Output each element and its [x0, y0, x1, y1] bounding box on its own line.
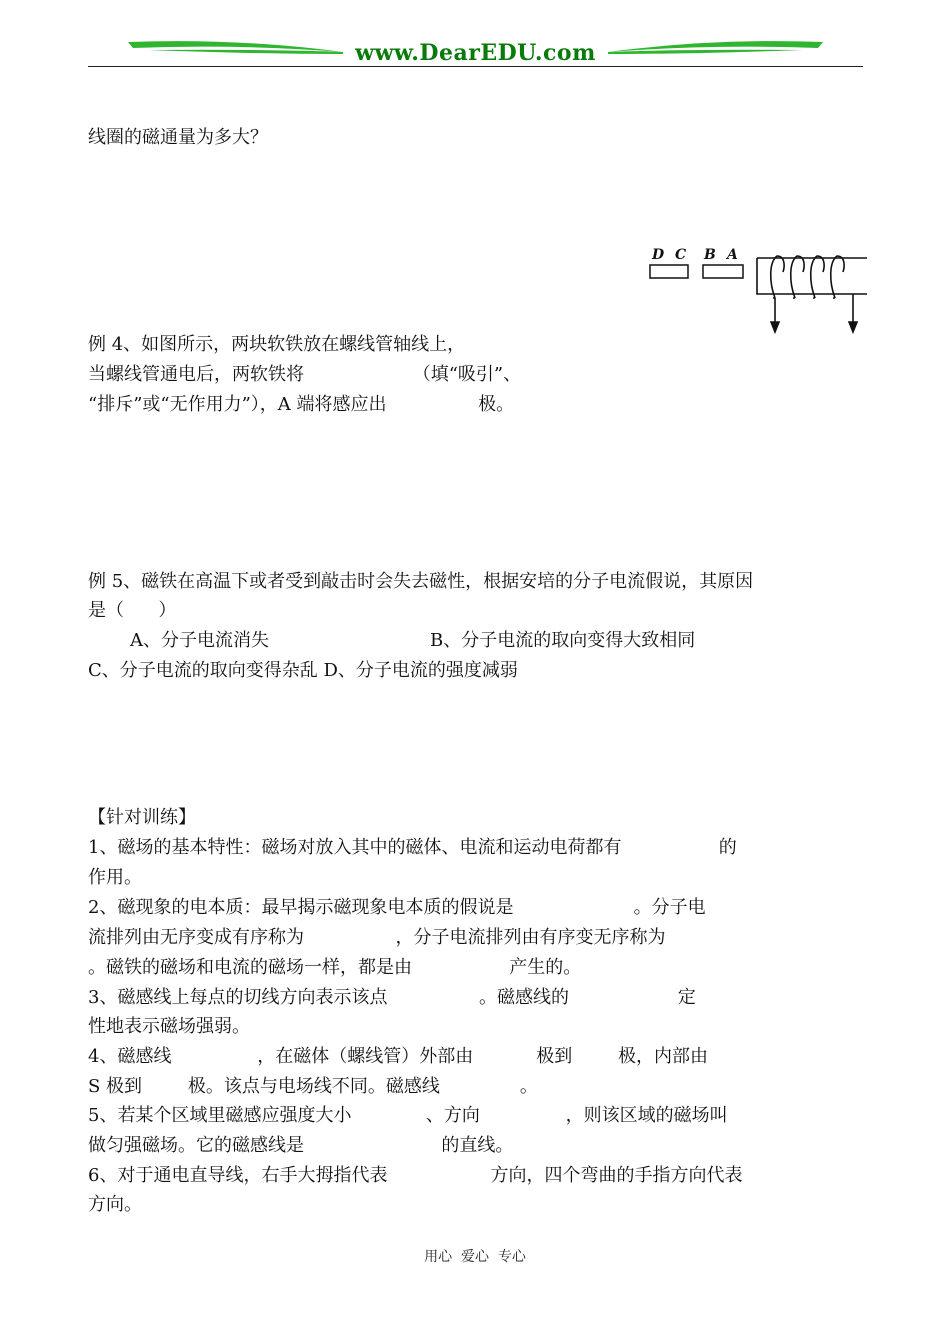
example4-line1: 例 4、如图所示，两块软铁放在螺线管轴线上，	[88, 334, 466, 355]
training-line: 流排列由无序变成有序称为 ，分子电流排列由有序变无序称为	[88, 927, 666, 948]
example5-option-b: B、分子电流的取向变得大致相同	[430, 630, 696, 651]
solenoid-coil	[771, 256, 844, 298]
question-line: 线圈的磁通量为多大？	[88, 127, 268, 148]
example4-line2: 当螺线管通电后，两软铁将 （填“吸引”、	[88, 364, 522, 385]
training-line: 5、若某个区域里磁感应强度大小 、方向 ，则该区域的磁场叫	[88, 1105, 728, 1126]
figure-label-d: D	[652, 247, 665, 263]
soft-iron-ba	[703, 265, 743, 278]
soft-iron-dc	[650, 265, 688, 278]
header-rule	[88, 66, 863, 67]
page-header	[88, 36, 863, 70]
page-footer: 用心 爱心 专心	[424, 1249, 526, 1265]
training-line: S 极到 极。该点与电场线不同。磁感线 。	[88, 1076, 538, 1097]
example4-line3: “排斥”或“无作用力”），A 端将感应出 极。	[88, 394, 515, 415]
training-line: 性地表示磁场强弱。	[88, 1016, 250, 1037]
training-line: 1、磁场的基本特性：磁场对放入其中的磁体、电流和运动电荷都有 的	[88, 837, 737, 858]
example5-line1: 例 5、磁铁在高温下或者受到敲击时会失去磁性，根据安培的分子电流假说，其原因	[88, 571, 754, 592]
figure-label-a: A	[727, 247, 738, 263]
training-heading: 【针对训练】	[88, 807, 196, 828]
training-line: 作用。	[88, 867, 142, 888]
figure-label-b: B	[704, 247, 716, 263]
training-line: 做匀强磁场。它的磁感线是 的直线。	[88, 1135, 514, 1156]
example5-line2: 是（ ）	[88, 600, 177, 621]
training-line: 4、磁感线 ，在磁体（螺线管）外部由 极到 极，内部由	[88, 1046, 708, 1067]
training-line: 6、对于通电直导线，右手大拇指代表 方向，四个弯曲的手指方向代表	[88, 1165, 743, 1186]
training-line: 。磁铁的磁场和电流的磁场一样，都是由 产生的。	[88, 957, 582, 978]
example5-option-a: A、分子电流消失	[130, 630, 269, 651]
header-brand-url: www.DearEDU.com	[355, 40, 596, 66]
lead-wires	[771, 294, 857, 332]
figure-label-c: C	[675, 247, 687, 263]
training-line: 2、磁现象的电本质：最早揭示磁现象电本质的假说是 。分子电	[88, 897, 706, 918]
training-line: 3、磁感线上每点的切线方向表示该点 。磁感线的 定	[88, 987, 696, 1008]
example5-option-cd: C、分子电流的取向变得杂乱 D、分子电流的强度减弱	[88, 660, 518, 681]
solenoid-figure	[645, 242, 870, 342]
training-line: 方向。	[88, 1194, 142, 1215]
